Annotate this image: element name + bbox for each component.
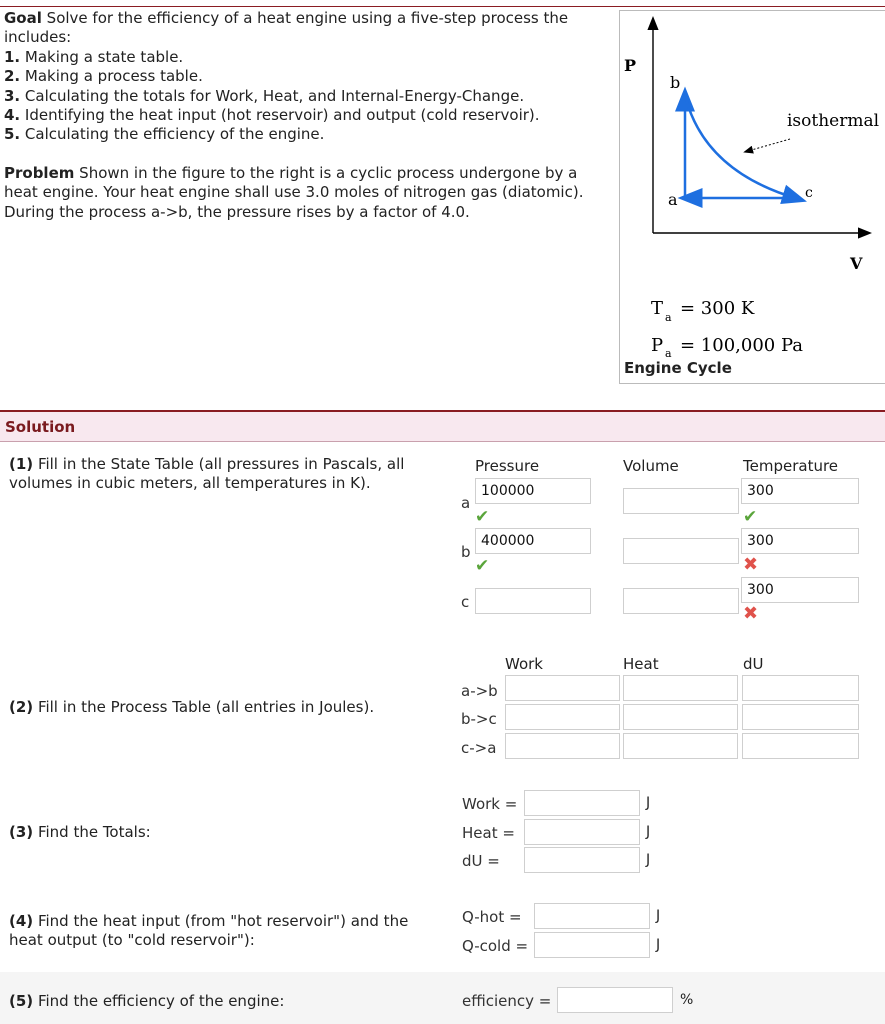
- unit-percent: %: [680, 992, 694, 1008]
- header-du: dU: [743, 655, 764, 673]
- unit-joule: J: [646, 852, 651, 868]
- du-ca-input[interactable]: [742, 733, 859, 759]
- qcold-label: Q-cold =: [462, 937, 529, 955]
- header-pressure: Pressure: [475, 457, 540, 475]
- pa-value: = 100,000 Pa: [680, 335, 803, 356]
- check-icon: ✔: [475, 556, 490, 576]
- solution-header: [0, 410, 885, 442]
- qcold-input[interactable]: [534, 932, 650, 958]
- pressure-c-input[interactable]: [475, 588, 591, 614]
- work-ab-input[interactable]: [505, 675, 620, 701]
- cross-icon: ✖: [743, 554, 759, 575]
- qhot-input[interactable]: [534, 903, 650, 929]
- top-rule: [0, 6, 885, 7]
- state-row-label-c: c: [461, 593, 470, 611]
- pressure-a-input[interactable]: [475, 478, 591, 504]
- point-c-label: c: [805, 185, 813, 201]
- state-row-label-b: b: [461, 543, 471, 561]
- work-ca-input[interactable]: [505, 733, 620, 759]
- figure-caption: Engine Cycle: [624, 359, 732, 377]
- goal-step: 3. Calculating the totals for Work, Heat, and Internal-Energy-Change.: [4, 86, 525, 105]
- ta-value: = 300 K: [680, 298, 755, 319]
- pv-diagram: [620, 11, 885, 383]
- v-axis-label: V: [850, 254, 863, 273]
- unit-joule: J: [646, 795, 651, 811]
- process-row-label: a->b: [461, 682, 498, 700]
- heat-bc-input[interactable]: [623, 704, 738, 730]
- question-2: (2) Fill in the Process Table (all entries in Joules).: [9, 698, 375, 716]
- question-1: (1) Fill in the State Table (all pressures in Pascals, all volumes in cubic meters, all temperatures in K).: [9, 455, 405, 493]
- isothermal-label: isothermal: [787, 111, 880, 131]
- goal-step: 4. Identifying the heat input (hot reservoir) and output (cold reservoir).: [4, 106, 540, 125]
- heat-ab-input[interactable]: [623, 675, 738, 701]
- process-row-label: b->c: [461, 710, 497, 728]
- ta-label: T: [651, 298, 664, 319]
- goal-label: Goal: [4, 9, 42, 27]
- du-ab-input[interactable]: [742, 675, 859, 701]
- volume-c-input[interactable]: [623, 588, 739, 614]
- question-5: (5) Find the efficiency of the engine:: [9, 992, 285, 1010]
- total-du-input[interactable]: [524, 847, 640, 873]
- problem-label: Problem: [4, 164, 75, 182]
- pa-label: P: [651, 335, 664, 356]
- goal-step: 2. Making a process table.: [4, 67, 203, 86]
- solution-title: Solution: [5, 418, 76, 436]
- temperature-a-input[interactable]: [741, 478, 859, 504]
- point-b-label: b: [670, 73, 681, 92]
- efficiency-input[interactable]: [557, 987, 673, 1013]
- pressure-b-input[interactable]: [475, 528, 591, 554]
- moles-value: 3.0: [305, 183, 330, 202]
- unit-joule: J: [646, 824, 651, 840]
- total-heat-label: Heat =: [462, 824, 515, 842]
- volume-b-input[interactable]: [623, 538, 739, 564]
- p-axis-label: P: [624, 56, 637, 75]
- goal-text: Solve for the efficiency of a heat engine using a five-step process the includes:: [4, 9, 569, 47]
- question-4: (4) Find the heat input (from "hot reservoir") and the heat output (to "cold reservoir"):: [9, 912, 409, 950]
- check-icon: ✔: [475, 507, 490, 527]
- isothermal-pointer: [748, 139, 790, 151]
- goal-step: 5. Calculating the efficiency of the engine.: [4, 125, 325, 144]
- process-row-label: c->a: [461, 739, 497, 757]
- state-row-label-a: a: [461, 494, 471, 512]
- header-temperature: Temperature: [743, 457, 839, 475]
- engine-cycle-figure: [619, 10, 885, 384]
- unit-joule: J: [656, 937, 661, 953]
- ta-subscript: a: [665, 311, 672, 324]
- heat-ca-input[interactable]: [623, 733, 738, 759]
- header-heat: Heat: [623, 655, 659, 673]
- volume-a-input[interactable]: [623, 488, 739, 514]
- total-work-label: Work =: [462, 795, 518, 813]
- cross-icon: ✖: [743, 603, 759, 624]
- pa-subscript: a: [665, 347, 672, 360]
- process-b-to-c: [686, 99, 795, 198]
- temperature-b-input[interactable]: [741, 528, 859, 554]
- qhot-label: Q-hot =: [462, 908, 522, 926]
- problem-block: Problem Shown in the figure to the right is a cyclic process undergone by a heat engine. Your heat engine shall use 3.0 moles of nitrogen gas (diatomic). During the process a->b, the pressure rises by a factor of 4.0.: [4, 164, 584, 221]
- point-a-label: a: [668, 190, 678, 209]
- goal-step: 1. Making a state table.: [4, 47, 184, 66]
- goal-block: [4, 9, 604, 145]
- header-volume: Volume: [623, 457, 679, 475]
- total-du-label: dU =: [462, 852, 500, 870]
- question-3: (3) Find the Totals:: [9, 823, 151, 841]
- check-icon: ✔: [743, 507, 758, 527]
- total-work-input[interactable]: [524, 790, 640, 816]
- unit-joule: J: [656, 908, 661, 924]
- efficiency-label: efficiency =: [462, 992, 552, 1010]
- temperature-c-input[interactable]: [741, 577, 859, 603]
- factor-value: 4.0: [441, 202, 466, 221]
- work-bc-input[interactable]: [505, 704, 620, 730]
- total-heat-input[interactable]: [524, 819, 640, 845]
- du-bc-input[interactable]: [742, 704, 859, 730]
- header-work: Work: [505, 655, 543, 673]
